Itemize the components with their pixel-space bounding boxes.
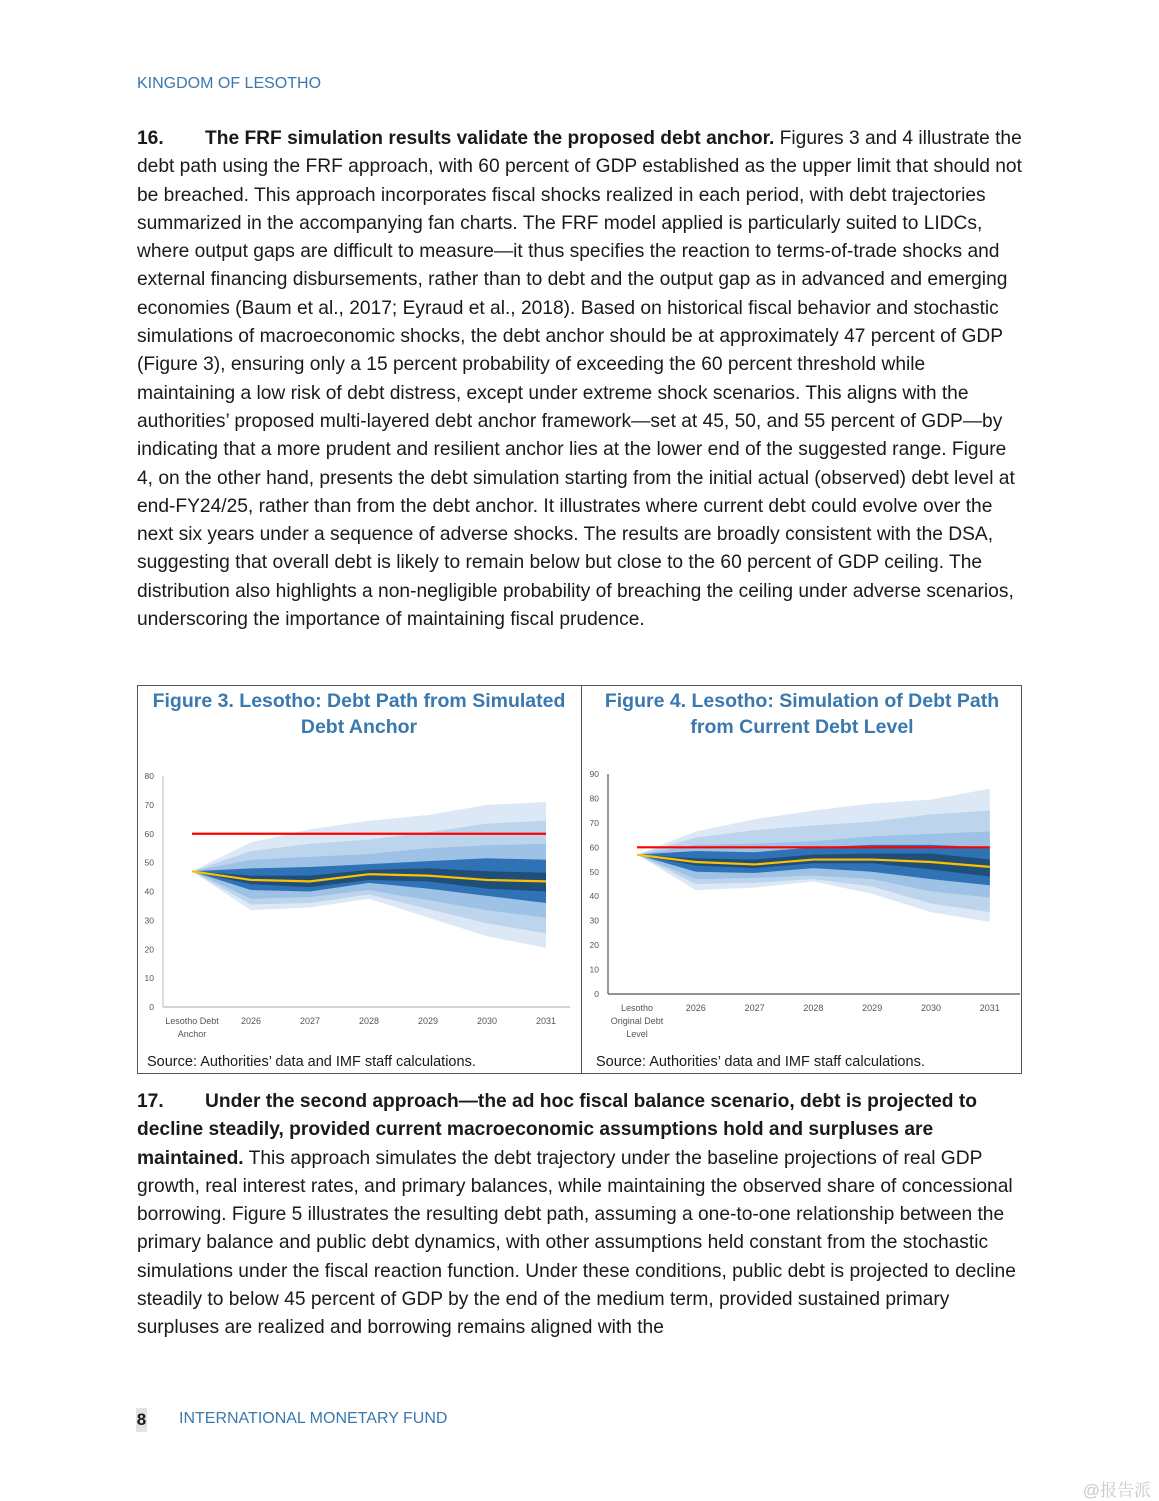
- x-tick-label: 2031: [535, 1016, 557, 1026]
- x-tick-label: 2026: [685, 1003, 706, 1013]
- paragraph-body: This approach simulates the debt trajectory under the baseline projections of real GDP growth, real interest rates, and primary balances, while maintaining the observed share of concessional borrowing. Figure 5 illustrates the resulting debt path, assuming a one-to-one relationship between the primary balance and public debt dynamics, with other assumptions held constant from the stochastic simulations under the fiscal reaction function. Under these conditions, public debt is projected to decline steadily to below 45 percent of GDP by the end of the medium term, provided sustained primary surpluses are realized and borrowing remains aligned with the: [137, 1147, 1016, 1339]
- x-tick-label: 2027: [299, 1016, 321, 1026]
- paragraph-17: [137, 1088, 1025, 1343]
- x-tick-label: 2029: [862, 1003, 883, 1013]
- paragraph-lead: The FRF simulation results validate the proposed debt anchor.: [205, 128, 775, 149]
- y-tick-label: 50: [144, 857, 154, 868]
- x-tick-label: 2027: [744, 1003, 765, 1013]
- y-tick-label: 80: [589, 793, 599, 804]
- x-tick-label: 2026: [240, 1016, 262, 1026]
- y-tick-label: 40: [589, 891, 599, 902]
- figure-3-chart: [140, 760, 580, 1045]
- footer-organization: INTERNATIONAL MONETARY FUND: [179, 1410, 448, 1427]
- y-tick-label: 10: [589, 964, 599, 975]
- figures-divider: [581, 685, 582, 1074]
- running-head: KINGDOM OF LESOTHO: [137, 75, 322, 92]
- page-number: 8: [136, 1408, 147, 1432]
- y-tick-label: 10: [144, 973, 154, 984]
- y-tick-label: 70: [144, 799, 154, 810]
- y-tick-label: 20: [589, 940, 599, 951]
- paragraph-16: [137, 125, 1025, 634]
- y-tick-label: 80: [144, 771, 154, 781]
- watermark: @报告派: [1082, 1481, 1151, 1500]
- figure-4-source: Source: Authorities’ data and IMF staff calculations.: [596, 1054, 925, 1070]
- y-tick-label: 60: [144, 828, 154, 839]
- figure-4-chart: [584, 760, 1020, 1045]
- y-tick-label: 30: [144, 915, 154, 926]
- figure-3-source: Source: Authorities’ data and IMF staff calculations.: [147, 1054, 476, 1070]
- y-tick-label: 40: [144, 886, 154, 897]
- y-tick-label: 30: [589, 915, 599, 926]
- x-tick-label: 2030: [476, 1016, 498, 1026]
- x-tick-label: 2031: [979, 1003, 1000, 1013]
- y-tick-label: 70: [589, 817, 599, 828]
- figure-4-title: Figure 4. Lesotho: Simulation of Debt Path from Current Debt Level: [604, 690, 1000, 738]
- y-tick-label: 50: [589, 866, 599, 877]
- x-tick-label: 2028: [803, 1003, 824, 1013]
- y-tick-label: 90: [589, 769, 599, 779]
- paragraph-number: 16.: [137, 128, 164, 149]
- x-tick-label: 2028: [358, 1016, 380, 1026]
- y-tick-label: 20: [144, 944, 154, 955]
- y-tick-label: 0: [149, 1002, 154, 1012]
- paragraph-lead: Under the second approach—the ad hoc fiscal balance scenario, debt is projected to decline steadily, provided current macroeconomic assumptions hold and surpluses are maintained.: [137, 1091, 977, 1169]
- y-tick-label: 0: [594, 989, 599, 999]
- y-tick-label: 60: [589, 842, 599, 853]
- x-tick-label: 2030: [920, 1003, 942, 1013]
- x-tick-label: Lesotho Debt Anchor: [165, 1016, 219, 1039]
- x-tick-label: 2029: [417, 1016, 439, 1026]
- figure-3-title: Figure 3. Lesotho: Debt Path from Simulated Debt Anchor: [152, 690, 566, 738]
- paragraph-body: Figures 3 and 4 illustrate the debt path using the FRF approach, with 60 percent of GDP established as the upper limit that should not be breached. This approach incorporates fiscal shocks realized in each period, with debt trajectories summarized in the accompanying fan charts. The FRF model applied is particularly suited to LIDCs, where output gaps are difficult to measure—it thus specifies the reaction to terms-of-trade shocks and external financing disbursements, rather than to debt and the output gap as in advanced and emerging economies (Baum et al., 2017; Eyraud et al., 2018). Based on historical fiscal behavior and stochastic simulations of macroeconomic shocks, the debt anchor should be at approximately 47 percent of GDP (Figure 3), ensuring only a 15 percent probability of exceeding the 60 percent threshold while maintaining a low risk of debt distress, except under extreme shock scenarios. This aligns with the authorities’ proposed multi-layered debt anchor framework—set at 45, 50, and 55 percent of GDP—by indicating that a more prudent and resilient anchor lies at the lower end of the suggested range. Figure 4, on the other hand, presents the debt simulation starting from the initial actual (observed) debt level at end-FY24/25, rather than from the debt anchor. It illustrates where current debt could evolve over the next six years under a sequence of adverse shocks. The results are broadly consistent with the DSA, suggesting that overall debt is likely to remain below but close to the 60 percent of GDP ceiling. The distribution also highlights a non-negligible probability of breaching the ceiling under adverse scenarios, underscoring the importance of maintaining fiscal prudence.: [137, 128, 1022, 631]
- x-tick-label: Lesotho Original Debt Level: [610, 1003, 664, 1039]
- paragraph-number: 17.: [137, 1091, 164, 1112]
